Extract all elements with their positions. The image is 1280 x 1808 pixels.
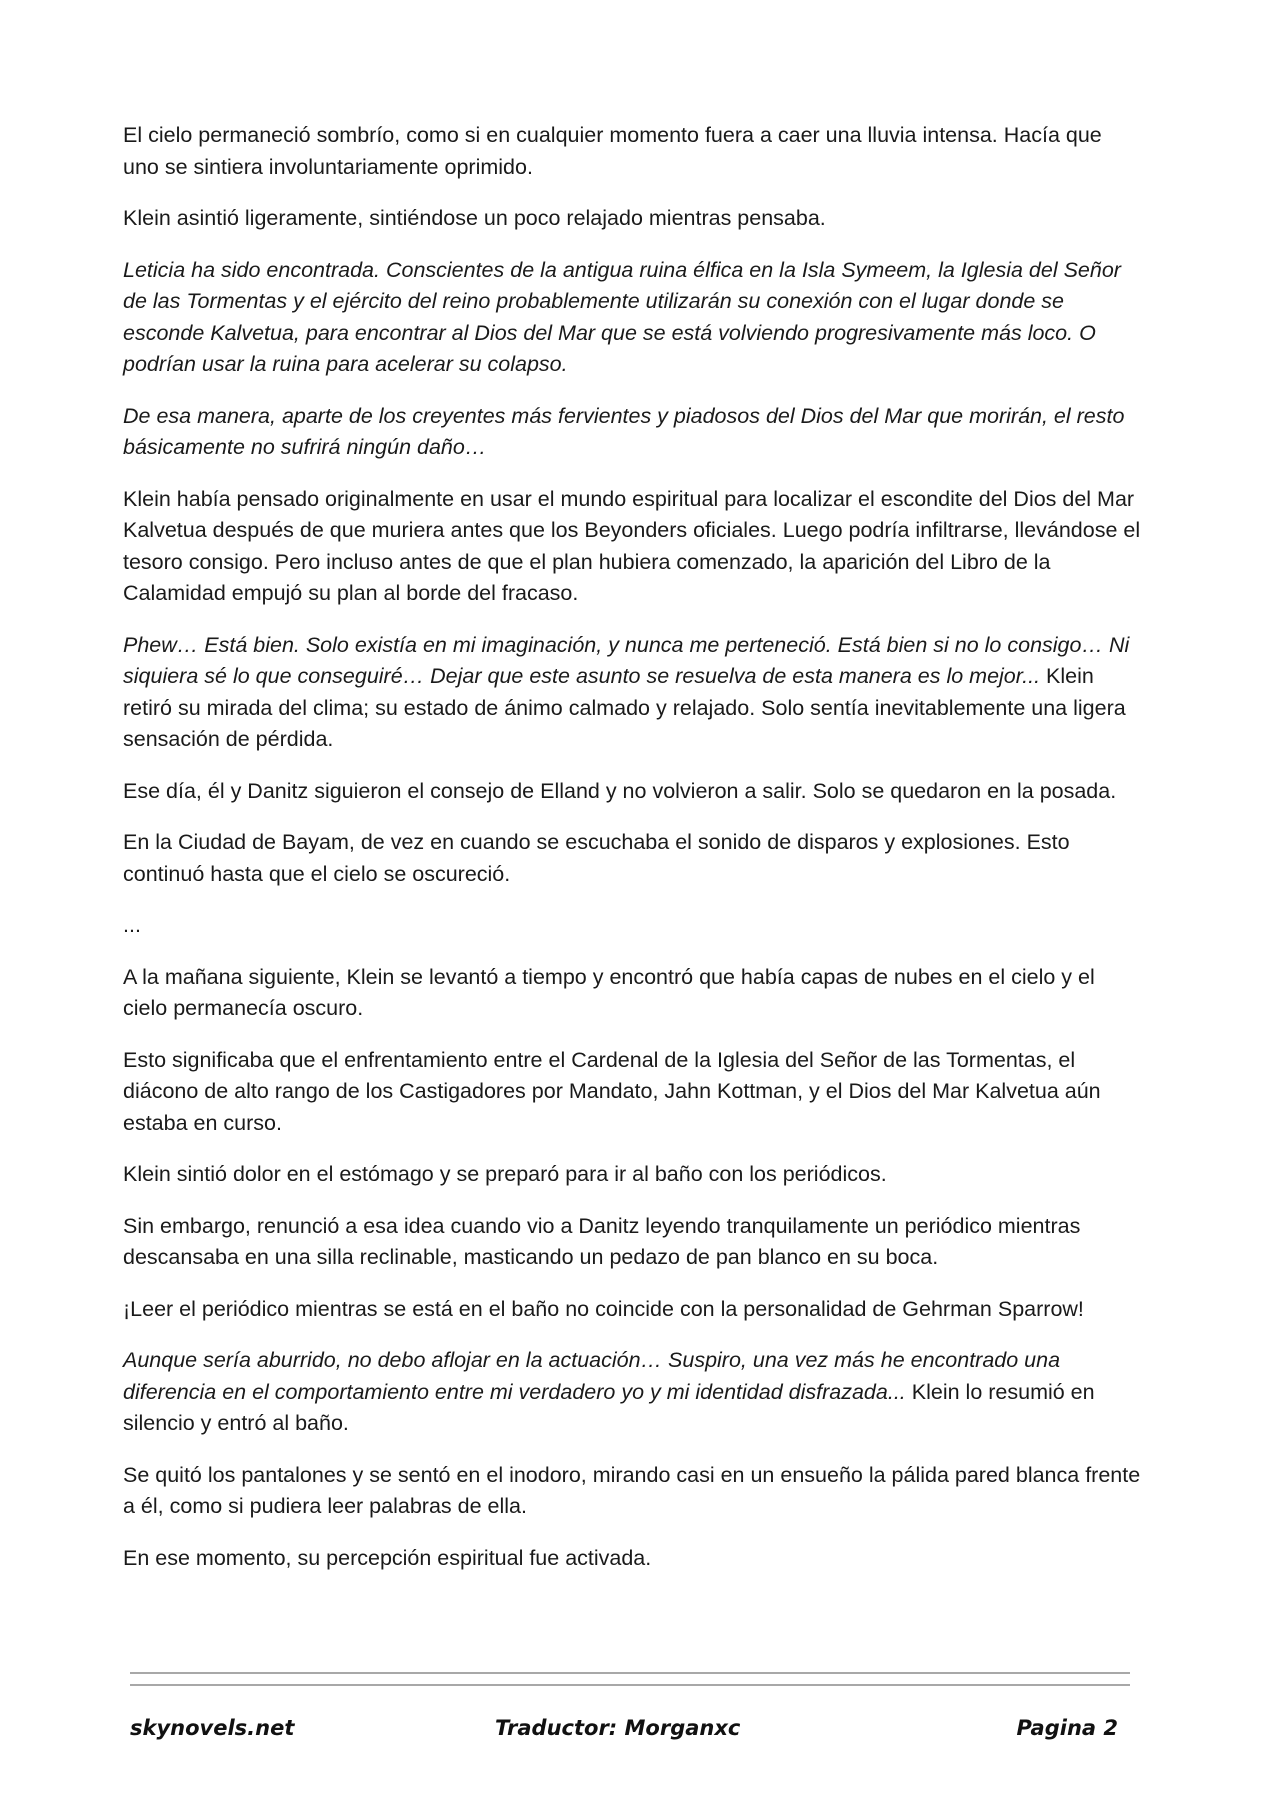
footer-divider — [130, 1672, 1130, 1696]
paragraph — [123, 1460, 1143, 1523]
paragraph-text: En ese momento, su percepción espiritual fue activada. — [123, 1545, 652, 1570]
paragraph — [123, 401, 1143, 464]
paragraph — [123, 1345, 1143, 1440]
paragraph — [123, 1211, 1143, 1274]
footer-site: skynovels.net — [130, 1716, 295, 1740]
paragraph-text: Klein sintió dolor en el estómago y se preparó para ir al baño con los periódicos. — [123, 1162, 887, 1186]
paragraph-text: Klein había pensado originalmente en usar el mundo espiritual para localizar el escondite del Dios del Mar Kalvetua después de que muriera antes que los Beyonders oficiales. Luego podría infiltrarse, llevándose el tesoro consigo. Pero incluso antes de que el plan hubiera comenzado, la aparición del Libro de la Calamidad empujó su plan al borde del fracaso. — [123, 486, 1141, 605]
document-body — [123, 120, 1143, 1594]
paragraph-text: ... — [123, 913, 141, 937]
paragraph — [123, 1294, 1143, 1326]
paragraph — [123, 776, 1143, 808]
paragraph — [123, 120, 1143, 183]
paragraph-text: En la Ciudad de Bayam, de vez en cuando se escuchaba el sonido de disparos y explosiones. Esto continuó hasta que el cielo se oscureció. — [123, 830, 1070, 886]
paragraph-text: A la mañana siguiente, Klein se levantó a tiempo y encontró que había capas de nubes en el cielo y el cielo permanecía oscuro. — [123, 964, 1095, 1020]
paragraph-text: El cielo permaneció sombrío, como si en cualquier momento fuera a caer una lluvia intensa. Hacía que uno se sintiera involuntariamente oprimido. — [123, 123, 1102, 179]
paragraph — [123, 1045, 1143, 1140]
paragraph — [123, 827, 1143, 890]
paragraph — [123, 203, 1143, 235]
paragraph-text: ¡Leer el periódico mientras se está en el baño no coincide con la personalidad de Gehrman Sparrow! — [123, 1296, 1084, 1321]
paragraph — [123, 484, 1143, 610]
paragraph — [123, 630, 1143, 756]
paragraph-italic-text: Leticia ha sido encontrada. Conscientes de la antigua ruina élfica en la Isla Symeem, la Iglesia del Señor de las Tormentas y el ejército del reino probablemente utilizarán su conexión con el lugar donde se esconde Kalvetua, para encontrar al Dios del Mar que se está volviendo progresivamente más loco. O podrían usar la ruina para acelerar su colapso. — [123, 257, 1121, 376]
paragraph — [123, 1159, 1143, 1191]
paragraph — [123, 910, 1143, 942]
paragraph-text: Sin embargo, renunció a esa idea cuando vio a Danitz leyendo tranquilamente un periódico mientras descansaba en una silla reclinable, masticando un pedazo de pan blanco en su boca. — [123, 1213, 1081, 1269]
paragraph-italic-text: De esa manera, aparte de los creyentes más fervientes y piadosos del Dios del Mar que morirán, el resto básicamente no sufrirá ningún daño… — [123, 403, 1125, 459]
paragraph — [123, 255, 1143, 381]
page-footer — [130, 1716, 1130, 1746]
paragraph-text: Ese día, él y Danitz siguieron el consejo de Elland y no volvieron a salir. Solo se quedaron en la posada. — [123, 778, 1117, 803]
paragraph — [123, 1543, 1143, 1575]
paragraph-italic-text: Aunque sería aburrido, no debo aflojar en la actuación… Suspiro, una vez más he encontrado una diferencia en el comportamiento entre mi verdadero yo y mi identidad disfrazada... — [123, 1348, 1061, 1404]
footer-rule-top — [130, 1672, 1130, 1674]
paragraph-text: Klein asintió ligeramente, sintiéndose un poco relajado mientras pensaba. — [123, 206, 826, 230]
paragraph-italic-text: Phew… Está bien. Solo existía en mi imaginación, y nunca me perteneció. Está bien si no lo consigo… Ni siquiera sé lo que conseguiré… Dejar que este asunto se resuelva de esta manera es lo mejor... — [123, 632, 1130, 688]
paragraph-text: Se quitó los pantalones y se sentó en el inodoro, mirando casi en un ensueño la pálida pared blanca frente a él, como si pudiera leer palabras de ella. — [123, 1462, 1141, 1518]
footer-page-number: Pagina 2 — [1016, 1716, 1118, 1740]
footer-rule-bottom — [130, 1684, 1130, 1686]
paragraph-text: Klein lo resumió en silencio y entró al baño. — [123, 1379, 1095, 1435]
paragraph-text: Esto significaba que el enfrentamiento entre el Cardenal de la Iglesia del Señor de las Tormentas, el diácono de alto rango de los Castigadores por Mandato, Jahn Kottman, y el Dios del Mar Kalvetua aún estaba en curso. — [123, 1047, 1101, 1135]
paragraph — [123, 962, 1143, 1025]
footer-translator: Traductor: Morganxc — [495, 1716, 741, 1740]
paragraph-text: Klein retiró su mirada del clima; su estado de ánimo calmado y relajado. Solo sentía inevitablemente una ligera sensación de pérdida. — [123, 664, 1126, 751]
